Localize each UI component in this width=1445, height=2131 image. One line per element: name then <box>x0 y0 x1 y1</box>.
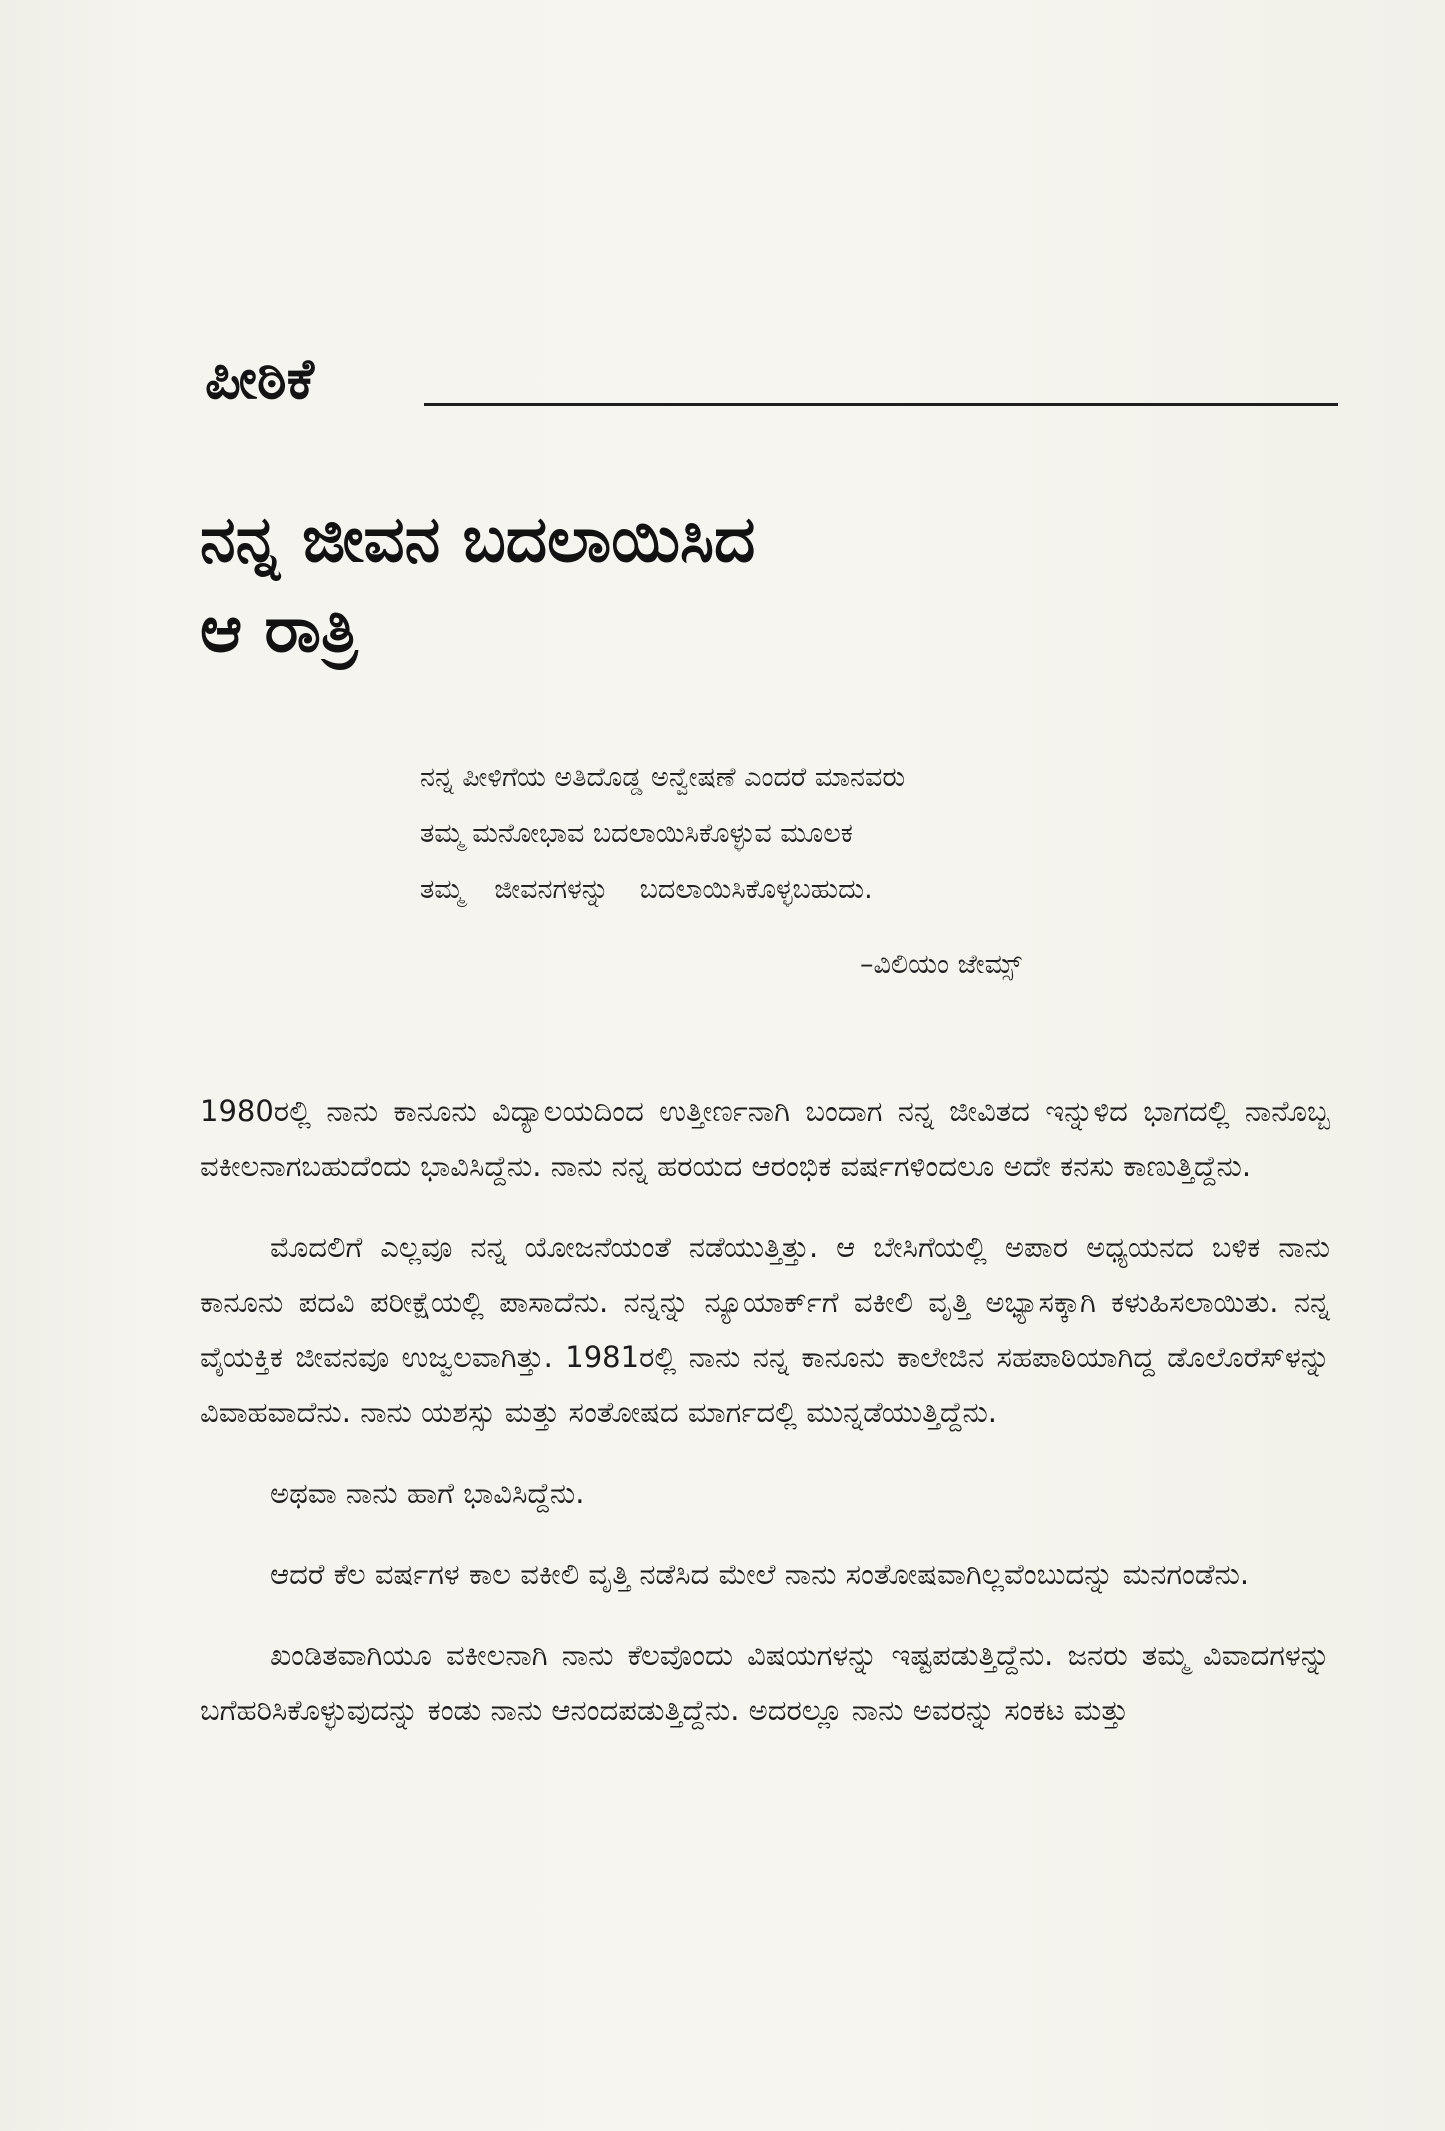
body-text <box>200 1084 1330 1764</box>
epigraph-line: ತಮ್ಮ ಜೀವನಗಳನ್ನು ಬದಲಾಯಿಸಿಕೊಳ್ಳಬಹುದು. <box>420 874 873 905</box>
body-paragraph: 1980ರಲ್ಲಿ ನಾನು ಕಾನೂನು ವಿದ್ಯಾಲಯದಿಂದ ಉತ್ತೀರ್ಣನಾಗಿ ಬಂದಾಗ ನನ್ನ ಜೀವಿತದ ಇನ್ನುಳಿದ ಭಾಗದಲ್ಲಿ ನಾನೊಬ್ಬ ವಕೀಲನಾಗಬಹುದೆಂದು ಭಾವಿಸಿದ್ದೆನು. ನಾನು ನನ್ನ ಹರಯದ ಆರಂಭಿಕ ವರ್ಷಗಳಿಂದಲೂ ಅದೇ ಕನಸು ಕಾಣುತ್ತಿದ್ದೆನು. <box>200 1094 1330 1183</box>
epigraph-attribution: –ವಿಲಿಯಂ ಜೇಮ್ಸ್ <box>860 949 1022 980</box>
body-paragraph: ಆದರೆ ಕೆಲ ವರ್ಷಗಳ ಕಾಲ ವಕೀಲಿ ವೃತ್ತಿ ನಡೆಸಿದ ಮೇಲೆ ನಾನು ಸಂತೋಷವಾಗಿಲ್ಲವೆಂಬುದನ್ನು ಮನಗಂಡೆನು. <box>270 1557 1250 1591</box>
body-paragraph: ಖಂಡಿತವಾಗಿಯೂ ವಕೀಲನಾಗಿ ನಾನು ಕೆಲವೊಂದು ವಿಷಯಗಳನ್ನು ಇಷ್ಟಪಡುತ್ತಿದ್ದೆನು. ಜನರು ತಮ್ಮ ವಿವಾದಗಳನ್ನು ಬಗೆಹರಿಸಿಕೊಳ್ಳುವುದನ್ನು ಕಂಡು ನಾನು ಆನಂದಪಡುತ್ತಿದ್ದೆನು. ಅದರಲ್ಲೂ ನಾನು ಅವರನ್ನು ಸಂಕಟ ಮತ್ತು <box>200 1638 1330 1727</box>
body-paragraph: ಅಥವಾ ನಾನು ಹಾಗೆ ಭಾವಿಸಿದ್ದೆನು. <box>270 1476 585 1510</box>
section-label: ಪೀಠಿಕೆ <box>205 347 315 412</box>
chapter-title-line-2: ಆ ರಾತ್ರಿ <box>200 593 358 667</box>
epigraph-line: ನನ್ನ ಪೀಳಿಗೆಯ ಅತಿದೊಡ್ಡ ಅನ್ವೇಷಣೆ ಎಂದರೆ ಮಾನವರು <box>420 762 906 793</box>
epigraph-quote <box>420 750 1120 918</box>
section-divider-rule <box>424 403 1338 406</box>
body-paragraph: ಮೊದಲಿಗೆ ಎಲ್ಲವೂ ನನ್ನ ಯೋಜನೆಯಂತೆ ನಡೆಯುತ್ತಿತ್ತು. ಆ ಬೇಸಿಗೆಯಲ್ಲಿ ಅಪಾರ ಅಧ್ಯಯನದ ಬಳಿಕ ನಾನು ಕಾನೂನು ಪದವಿ ಪರೀಕ್ಷೆಯಲ್ಲಿ ಪಾಸಾದೆನು. ನನ್ನನ್ನು ನ್ಯೂಯಾರ್ಕ್‌ಗೆ ವಕೀಲಿ ವೃತ್ತಿ ಅಭ್ಯಾಸಕ್ಕಾಗಿ ಕಳುಹಿಸಲಾಯಿತು. ನನ್ನ ವೈಯಕ್ತಿಕ ಜೀವನವೂ ಉಜ್ವಲವಾಗಿತ್ತು. 1981ರಲ್ಲಿ ನಾನು ನನ್ನ ಕಾನೂನು ಕಾಲೇಜಿನ ಸಹಪಾಠಿಯಾಗಿದ್ದ ಡೊಲೊರೆಸ್‌ಳನ್ನು ವಿವಾಹವಾದೆನು. ನಾನು ಯಶಸ್ಸು ಮತ್ತು ಸಂತೋಷದ ಮಾರ್ಗದಲ್ಲಿ ಮುನ್ನಡೆಯುತ್ತಿದ್ದೆನು. <box>200 1230 1330 1429</box>
chapter-title <box>200 495 1100 675</box>
epigraph-line: ತಮ್ಮ ಮನೋಭಾವ ಬದಲಾಯಿಸಿಕೊಳ್ಳುವ ಮೂಲಕ <box>420 818 853 849</box>
chapter-title-line-1: ನನ್ನ ಜೀವನ ಬದಲಾಯಿಸಿದ <box>200 503 756 577</box>
